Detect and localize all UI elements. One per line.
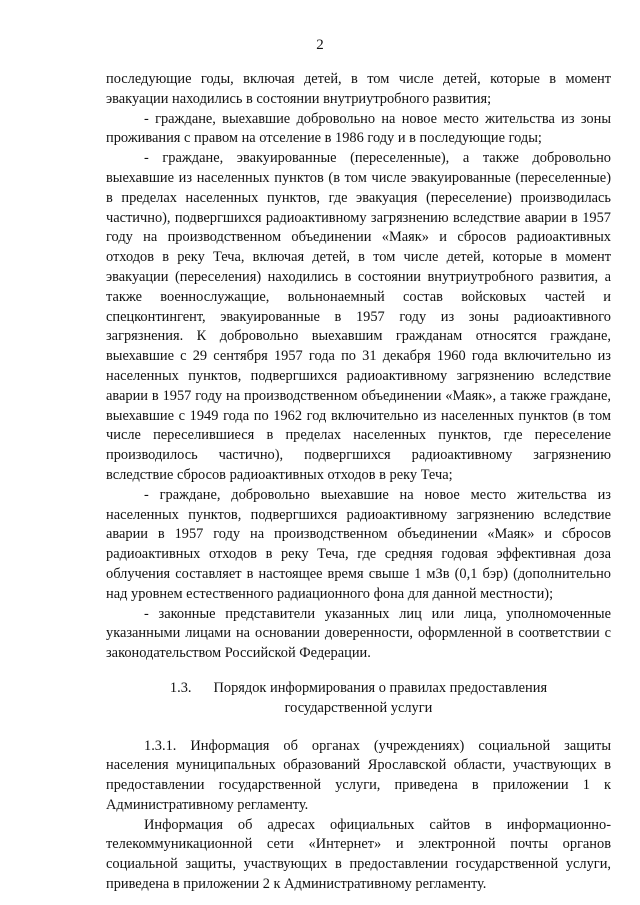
list-item-legal-representatives: - законные представители указанных лиц или лица, уполномоченные указанными лицами на основании доверенности, оформленной в соответствии с законодательством Российской Федерации. — [106, 605, 611, 662]
list-item-voluntary-1986: - граждане, выехавшие добровольно на новое место жительства из зоны проживания с правом на отселение в 1986 году и в последующие годы; — [106, 110, 611, 147]
section-title: Порядок информирования о правилах предоставления государственной услуги — [213, 679, 548, 716]
subsection-1-3-1: 1.3.1. Информация об органах (учреждениях) социальной защиты населения муниципальных образований Ярославской области, участвующих в предоставлении государственной услуги, приведена в приложении 1 к Административному регламенту. — [106, 737, 611, 813]
list-item-evacuated-mayak-1957: - граждане, эвакуированные (переселенные), а также добровольно выехавшие из населенных пунктов (в том числе эвакуированные (переселенные) в пределах населенных пунктов, где эвакуация (переселение) производилась частично), подвергшихся радиоактивному загрязнению вследствие аварии в 1957 году на производственном объединении «Маяк» и сбросов радиоактивных отходов в реку Теча, включая детей, в том числе детей, которые в момент эвакуации (переселения) находились в состоянии внутриутробного развития, а также военнослужащие, вольнонаемный состав войсковых частей и спецконтингент, эвакуированные в 1957 году из зоны радиоактивного загрязнения. К добровольно выехавшим гражданам относятся граждане, выехавшие с 29 сентября 1957 года по 31 декабря 1960 года включительно из населенных пунктов, подвергшихся радиоактивному загрязнению вследствие аварии в 1957 году на производственном объединении «Маяк», а также граждане, выехавшие с 1949 года по 1962 год включительно из населенных пунктов (в том числе переселившиеся в пределах населенных пунктов, где переселение производилось частично), подвергшихся радиоактивному загрязнению вследствие сбросов радиоактивных отходов в реку Теча; — [106, 150, 611, 483]
document-body — [106, 70, 611, 895]
section-heading — [106, 679, 611, 719]
list-item-voluntary-techa: - граждане, добровольно выехавшие на новое место жительства из населенных пунктов, подвергшихся радиоактивному загрязнению вследствие аварии в 1957 году на производственном объединении «Маяк» и сбросов радиоактивных отходов в реку Теча, где средняя годовая эффективная доза облучения составляет в настоящее время свыше 1 мЗв (0,1 бэр) (дополнительно над уровнем естественного радиационного фона для данной местности); — [106, 486, 611, 602]
section-number: 1.3. — [169, 679, 192, 696]
paragraph-continuation: последующие годы, включая детей, в том числе детей, которые в момент эвакуации находились в состоянии внутриутробного развития; — [106, 71, 611, 107]
paragraph-websites-info: Информация об адресах официальных сайтов в информационно-телекоммуникационной сети «Интернет» и электронной почты органов социальной защиты, участвующих в предоставлении государственной услуги, приведена в приложении 2 к Административному регламенту. — [106, 816, 611, 893]
page-number: 2 — [316, 37, 324, 53]
